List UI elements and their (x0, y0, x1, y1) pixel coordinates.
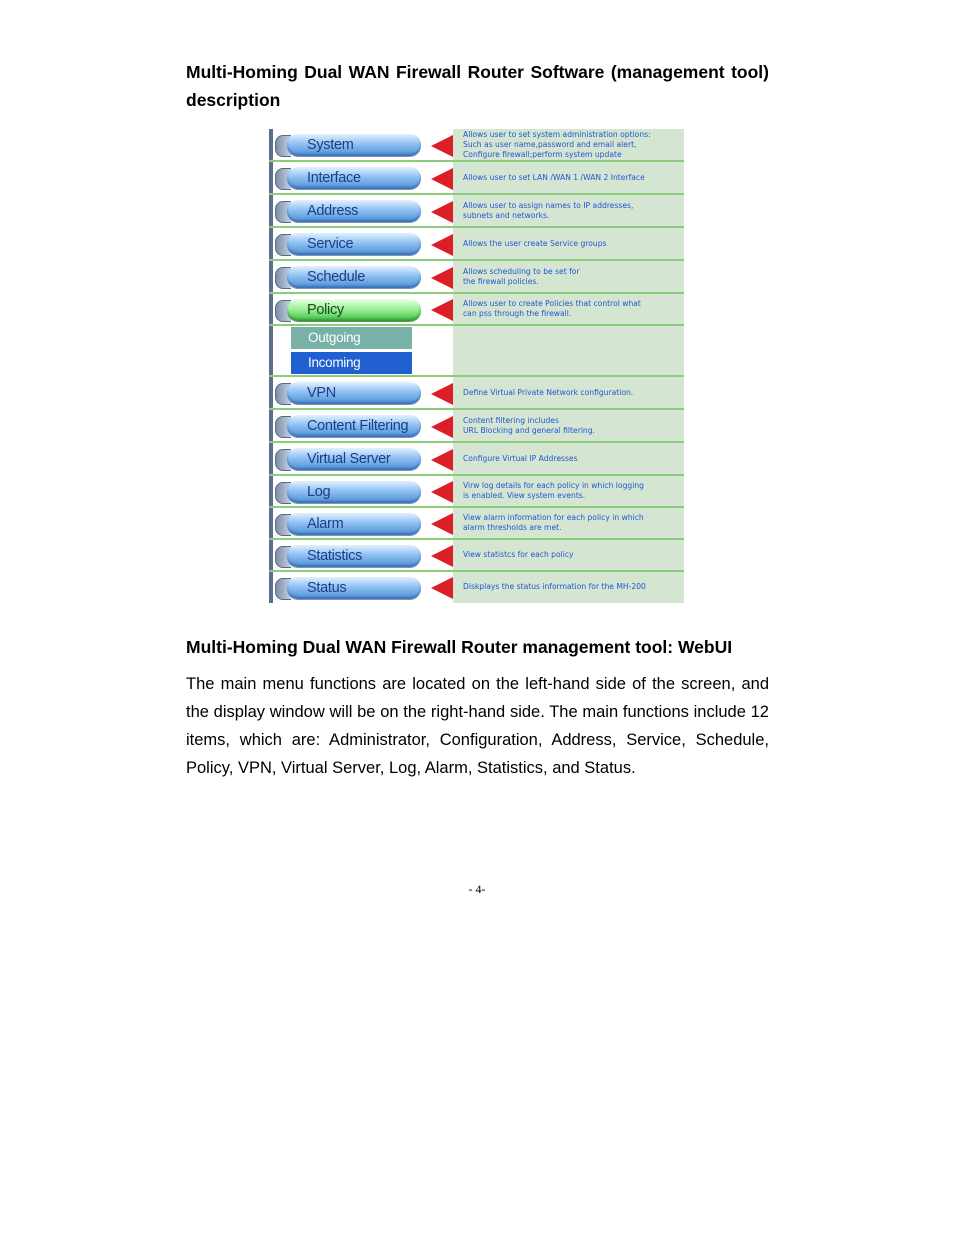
body-paragraph: The main menu functions are located on the left-hand side of the screen, and the display window will be on the right-hand side. The main functions include 12 items, which are: Administrator, Configuration, Address, Service, Schedule, Policy, VPN, Virtual Server, Log, Alarm, Statistics, and Status. (186, 675, 769, 777)
menu-description-figure (269, 129, 684, 603)
red-arrow-icon (431, 481, 453, 503)
figure-row-log (269, 476, 684, 508)
red-arrow-icon (431, 168, 453, 190)
menu-description: Allows user to assign names to IP addresses, subnets and networks. (463, 200, 634, 220)
red-arrow-icon (431, 234, 453, 256)
menu-description: Content filtering includes URL Blocking and general filtering. (463, 415, 595, 435)
red-arrow-icon (431, 299, 453, 321)
menu-button-address: Address (287, 200, 421, 222)
submenu-outgoing: Outgoing (291, 327, 412, 349)
figure-row-status (269, 572, 684, 603)
red-arrow-icon (431, 201, 453, 223)
figure-row-interface (269, 162, 684, 195)
menu-description: Allows user to set LAN /WAN 1 /WAN 2 Interface (463, 172, 645, 182)
figure-row-address (269, 195, 684, 228)
menu-description: Define Virtual Private Network configuration. (463, 387, 634, 397)
figure-row-statistics (269, 540, 684, 572)
figure-row-schedule (269, 261, 684, 294)
menu-description: Allows scheduling to be set for the firewall policies. (463, 266, 580, 286)
red-arrow-icon (431, 267, 453, 289)
figure-row-vpn (269, 377, 684, 410)
figure-row-alarm (269, 508, 684, 540)
figure-row-content-filtering (269, 410, 684, 443)
menu-description: Virw log details for each policy in which logging is enabled. View system events. (463, 481, 644, 500)
menu-description: Configure Virtual IP Addresses (463, 453, 578, 463)
red-arrow-icon (431, 135, 453, 157)
menu-button-statistics: Statistics (287, 545, 421, 567)
red-arrow-icon (431, 449, 453, 471)
red-arrow-icon (431, 383, 453, 405)
menu-button-schedule: Schedule (287, 266, 421, 288)
menu-description: Diskplays the status information for the MH-200 (463, 581, 646, 591)
figure-row-system (269, 129, 684, 162)
menu-description: Allows the user create Service groups (463, 238, 607, 248)
menu-description: Allows user to create Policies that control what can pss through the firewall. (463, 299, 641, 318)
figure-row-service (269, 228, 684, 261)
figure-row-policy (269, 294, 684, 326)
menu-button-policy: Policy (287, 299, 421, 321)
menu-button-alarm: Alarm (287, 513, 421, 535)
red-arrow-icon (431, 513, 453, 535)
figure-row-virtual-server (269, 443, 684, 476)
menu-description: View statistcs for each policy (463, 550, 574, 559)
red-arrow-icon (431, 577, 453, 599)
menu-button-interface: Interface (287, 167, 421, 189)
menu-button-status: Status (287, 577, 421, 599)
red-arrow-icon (431, 545, 453, 567)
red-arrow-icon (431, 416, 453, 438)
menu-description: Allows user to set system administration options: Such as user name,password and email alert, Configure firewall;perform system update (463, 129, 651, 159)
menu-button-content-filtering: Content Filtering (287, 415, 421, 437)
menu-button-system: System (287, 134, 421, 156)
page-number: - 4- (468, 882, 486, 896)
submenu-incoming: Incoming (291, 352, 412, 374)
menu-button-service: Service (287, 233, 421, 255)
menu-description: View alarm information for each policy in which alarm thresholds are met. (463, 513, 644, 532)
policy-submenu-area (269, 326, 684, 377)
menu-button-vpn: VPN (287, 382, 421, 404)
section-heading-software-description: Multi-Homing Dual WAN Firewall Router Software (management tool) description (186, 62, 769, 110)
menu-button-virtual-server: Virtual Server (287, 448, 421, 470)
section-heading-webui: Multi-Homing Dual WAN Firewall Router management tool: WebUI (186, 637, 733, 657)
menu-button-log: Log (287, 481, 421, 503)
